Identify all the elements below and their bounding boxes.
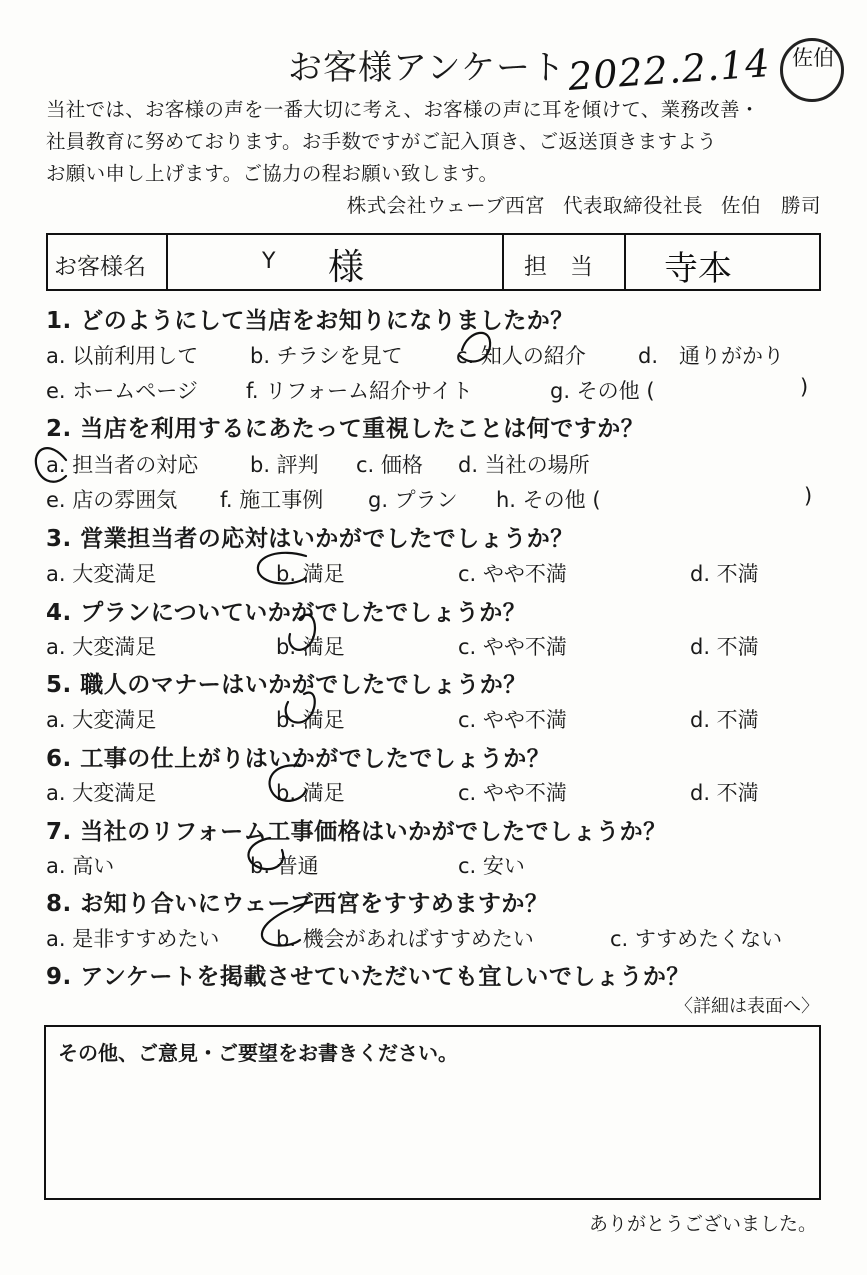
- q8-option-a[interactable]: a. 是非すすめたい: [46, 927, 220, 951]
- customer-name-label: お客様名: [54, 254, 146, 280]
- seal-text: 佐伯: [792, 46, 834, 70]
- q1-option-a[interactable]: a. 以前利用して: [46, 344, 199, 368]
- staff-label-cell: [504, 235, 626, 289]
- company-line: [347, 190, 821, 218]
- question-8: 8. お知り合いにウェーブ西宮をすすめますか？: [46, 891, 549, 917]
- q4-option-a[interactable]: a. 大変満足: [46, 635, 157, 659]
- q8-option-c[interactable]: c. すすめたくない: [610, 927, 783, 951]
- q5-option-c[interactable]: c. やや不満: [458, 708, 567, 732]
- q3-option-c[interactable]: c. やや不満: [458, 562, 567, 586]
- intro-line-1: 当社では、お客様の声を一番大切に考え、お客様の声に耳を傾けて、業務改善・: [46, 98, 760, 121]
- intro-line-3: お願い申し上げます。ご協力の程お願い致します。: [46, 162, 499, 185]
- q8-option-b[interactable]: b. 機会があればすすめたい: [276, 927, 534, 951]
- q3-option-b[interactable]: b. 満足: [276, 562, 345, 586]
- staff-name: 寺本: [664, 249, 732, 289]
- q6-option-d[interactable]: d. 不満: [690, 781, 759, 805]
- q4-option-d[interactable]: d. 不満: [690, 635, 759, 659]
- q1-option-b[interactable]: b. チラシを見て: [250, 344, 403, 368]
- q1-option-d[interactable]: d. 通りがかり: [638, 344, 785, 368]
- intro-line-2: 社員教育に努めております。お手数ですがご記入頂き、ご返送頂きますよう: [46, 130, 717, 153]
- q2-option-e[interactable]: e. 店の雰囲気: [46, 488, 178, 512]
- q4-option-b[interactable]: b. 満足: [276, 635, 345, 659]
- q2-option-h[interactable]: h. その他 (: [496, 488, 601, 512]
- q6-option-a[interactable]: a. 大変満足: [46, 781, 157, 805]
- customer-honorific: 様: [328, 247, 365, 288]
- thanks-message: ありがとうございました。: [588, 1213, 817, 1235]
- q7-option-c[interactable]: c. 安い: [458, 854, 525, 878]
- comments-label: その他、ご意見・ご要望をお書きください。: [58, 1041, 458, 1065]
- q2-option-f[interactable]: f. 施工事例: [220, 488, 324, 512]
- company-name: 株式会社ウェーブ西宮: [346, 194, 545, 217]
- customer-name-label-cell: [48, 235, 168, 289]
- q5-option-a[interactable]: a. 大変満足: [46, 708, 157, 732]
- q4-option-c[interactable]: c. やや不満: [458, 635, 567, 659]
- q2-option-d[interactable]: d. 当社の場所: [458, 453, 590, 477]
- q1-option-c[interactable]: c. 知人の紹介: [456, 344, 586, 368]
- question-5: 5. 職人のマナーはいかがでしたでしょうか？: [46, 672, 527, 698]
- customer-name-field[interactable]: [168, 235, 504, 289]
- q3-option-d[interactable]: d. 不満: [690, 562, 759, 586]
- question-1: 1. どのようにして当店をお知りになりましたか？: [46, 308, 574, 334]
- q5-option-b[interactable]: b. 満足: [276, 708, 345, 732]
- survey-title: お客様アンケート: [288, 48, 566, 88]
- q1-option-g[interactable]: g. その他 (: [550, 379, 655, 403]
- q1-other-close: ): [800, 375, 809, 399]
- comments-box[interactable]: [44, 1025, 821, 1200]
- q1-option-e[interactable]: e. ホームページ: [46, 379, 198, 403]
- customer-info-table: [46, 233, 821, 291]
- q2-other-close: ): [804, 484, 813, 508]
- staff-name-field[interactable]: [626, 235, 819, 289]
- company-role: 代表取締役社長: [562, 194, 703, 217]
- q2-option-a[interactable]: a. 担当者の対応: [46, 453, 199, 477]
- customer-initial: Y: [262, 249, 276, 274]
- question-6: 6. 工事の仕上がりはいかがでしたでしょうか？: [46, 746, 551, 772]
- q2-option-b[interactable]: b. 評判: [250, 453, 319, 477]
- q7-option-a[interactable]: a. 高い: [46, 854, 115, 878]
- question-9: 9. アンケートを掲載させていただいても宜しいでしょうか？: [46, 964, 690, 990]
- staff-label: 担 当: [524, 254, 593, 280]
- question-2: 2. 当店を利用するにあたって重視したことは何ですか？: [46, 416, 645, 442]
- q3-option-a[interactable]: a. 大変満足: [46, 562, 157, 586]
- handwritten-date: 2022.2.14: [566, 40, 772, 100]
- seal-stamp: [780, 38, 844, 102]
- q2-option-c[interactable]: c. 価格: [356, 453, 423, 477]
- question-7: 7. 当社のリフォーム工事価格はいかがでしたでしょうか？: [46, 819, 667, 845]
- company-person: 佐伯 勝司: [720, 194, 821, 217]
- question-4: 4. プランについていかがでしたでしょうか？: [46, 600, 527, 626]
- q2-option-g[interactable]: g. プラン: [368, 488, 458, 512]
- q1-option-f[interactable]: f. リフォーム紹介サイト: [246, 379, 473, 403]
- details-note: 〈詳細は表面へ〉: [675, 996, 819, 1017]
- q6-option-c[interactable]: c. やや不満: [458, 781, 567, 805]
- question-3: 3. 営業担当者の応対はいかがでしたでしょうか？: [46, 526, 574, 552]
- q5-option-d[interactable]: d. 不満: [690, 708, 759, 732]
- q6-option-b[interactable]: b. 満足: [276, 781, 345, 805]
- q7-option-b[interactable]: b. 普通: [250, 854, 319, 878]
